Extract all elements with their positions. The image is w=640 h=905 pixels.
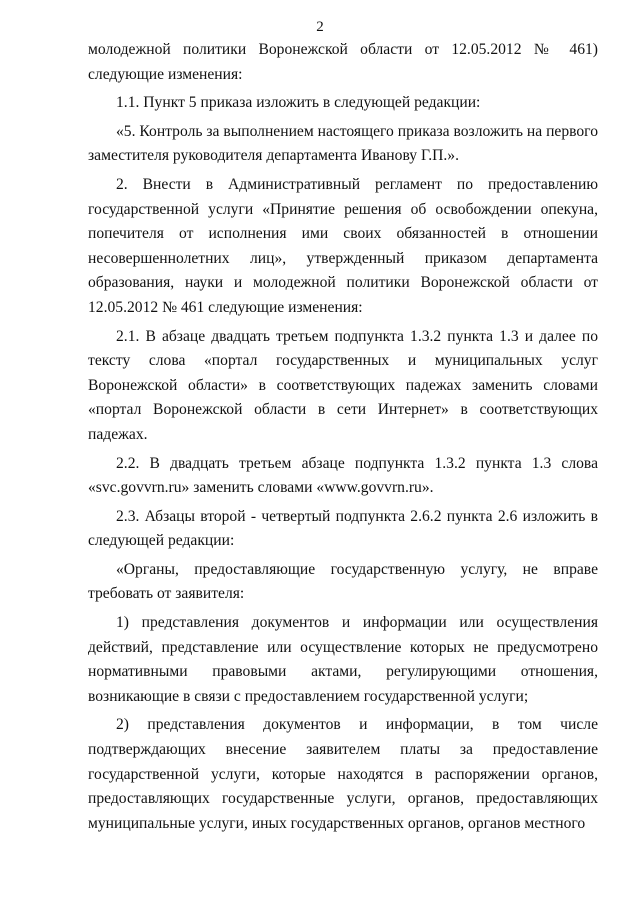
paragraph: 1.1. Пункт 5 приказа изложить в следующей редакции: bbox=[116, 94, 481, 112]
paragraph: молодежной политики Воронежской области от 12.05.2012 № 461) следующие изменения: bbox=[88, 41, 598, 83]
paragraph: «5. Контроль за выполнением настоящего приказа возложить на первого заместителя руководителя департамента Иванову Г.П.». bbox=[88, 122, 598, 165]
paragraph: 1) представления документов и информации или осуществления действий, представление или осуществление которых не предусмотрено нормативными правовыми актами, регулирующими отношения, возникающие в связи с предоставлением государственной услуги; bbox=[88, 614, 598, 705]
paragraph: 2.1. В абзаце двадцать третьем подпункта 1.3.2 пункта 1.3 и далее по тексту слова «портал государственных и муниципальных услуг Воронежской области» в соответствующих падежах заменить словами «портал Воронежской области в сети Интернет» в соответствующих падежах. bbox=[88, 327, 598, 443]
paragraph: 2.3. Абзацы второй - четвертый подпункта 2.6.2 пункта 2.6 изложить в следующей редакции: bbox=[88, 507, 598, 550]
paragraph: 2) представления документов и информации, в том числе подтверждающих внесение заявителем платы за предоставление государственной услуги, которые находятся в распоряжении органов, предоставляющих государственные услуги, органов, предоставляющих муниципальные услуги, иных государственных органов, органов местного bbox=[88, 716, 598, 832]
paragraph: 2. Внести в Административный регламент по предоставлению государственной услуги «Принятие решения об освобождении опекуна, попечителя от исполнения ими своих обязанностей в отношении несовершеннолетних лиц», утвержденный приказом департамента образования, науки и молодежной политики Воронежской области от 12.05.2012 № 461 следующие изменения: bbox=[88, 175, 598, 316]
paragraph: «Органы, предоставляющие государственную услугу, не вправе требовать от заявителя: bbox=[88, 560, 598, 603]
document-body bbox=[88, 38, 598, 840]
paragraph: 2.2. В двадцать третьем абзаце подпункта 1.3.2 пункта 1.3 слова «svc.govvrn.ru» заменить словами «www.govvrn.ru». bbox=[88, 454, 598, 497]
page-number: 2 bbox=[316, 19, 324, 35]
